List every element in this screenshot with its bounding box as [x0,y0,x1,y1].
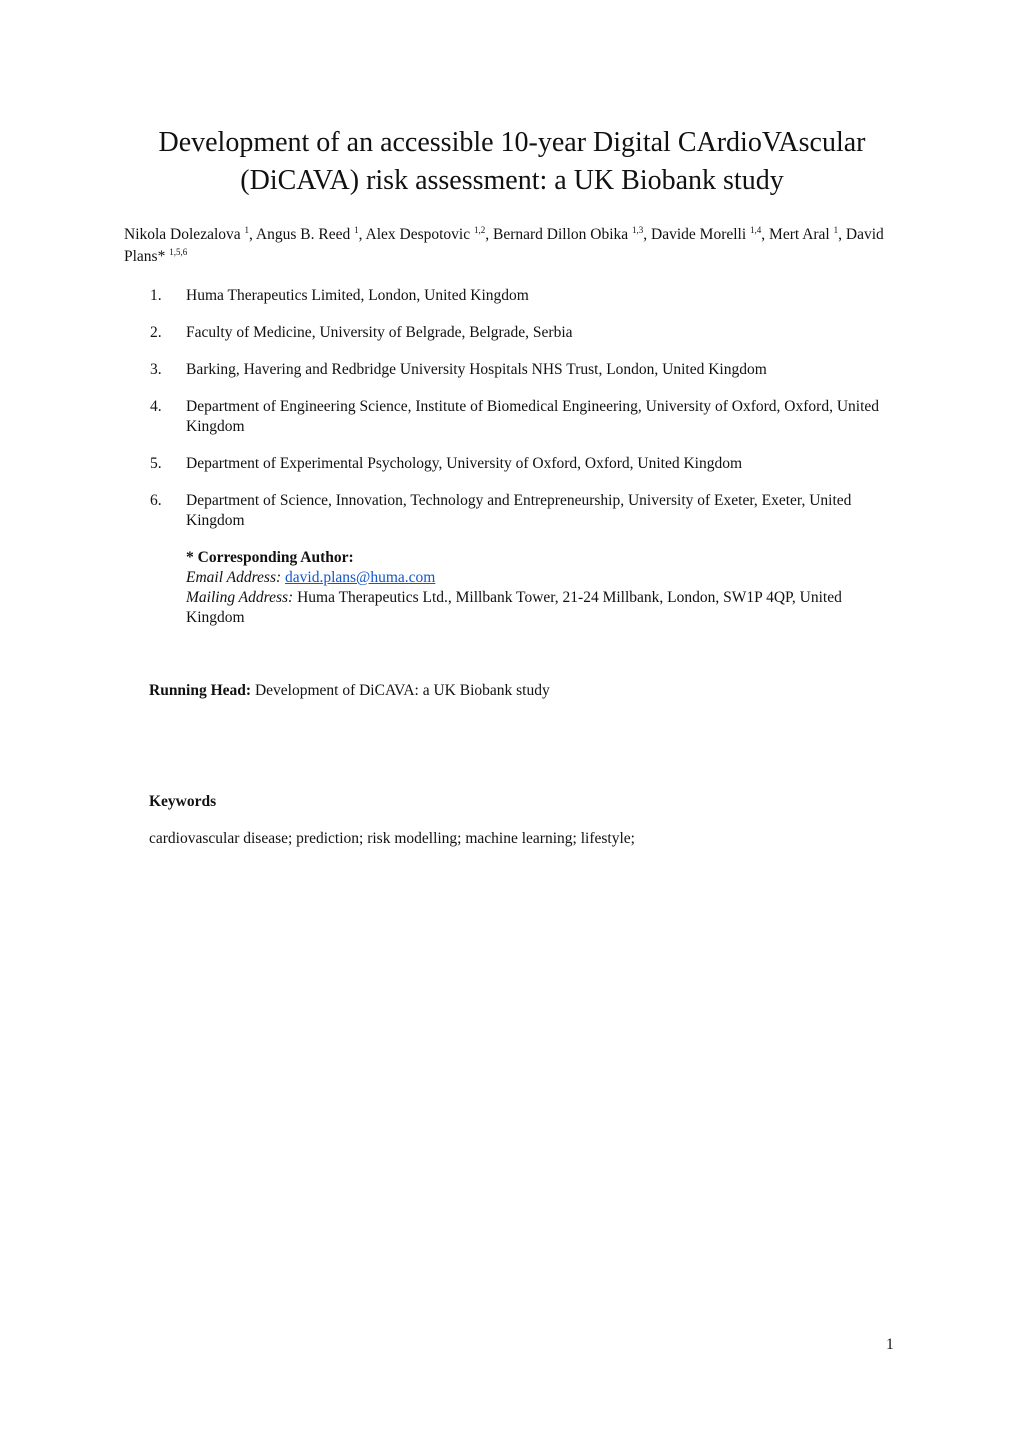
author-name: Bernard Dillon Obika [492,226,629,243]
author-list [124,224,884,268]
affiliation-item [150,323,890,343]
author-affiliation: 1,5,6 [169,247,188,257]
affiliation-text: Department of Science, Innovation, Technology and Entrepreneurship, University of Exeter, Exeter, United Kingdom [186,492,852,529]
affiliation-number: 3. [150,361,162,378]
email-label: Email Address: [186,569,282,586]
corresponding-author-block [186,548,886,628]
mailing-address-label: Mailing Address: [186,589,294,606]
email-line [186,568,886,588]
affiliation-item [150,491,890,531]
affiliation-item [150,397,890,437]
author-name: Nikola Dolezalova [124,226,241,243]
author-name: Angus B. Reed [255,226,351,243]
author-separator: , [358,226,366,243]
running-head-text: Development of DiCAVA: a UK Biobank study [254,682,550,699]
affiliation-list [150,286,890,548]
page-number: 1 [886,1336,894,1353]
affiliation-item [150,286,890,306]
author-name: Mert Aral [769,226,830,243]
affiliation-text: Barking, Havering and Redbridge University Hospitals NHS Trust, London, United Kingdom [186,361,767,378]
affiliation-text: Department of Engineering Science, Institute of Biomedical Engineering, University of Oxford, Oxford, United Kingdom [186,398,880,435]
mailing-address-line [186,588,886,628]
keywords-heading: Keywords [149,793,217,810]
author-affiliation: 1 [354,225,359,235]
mailing-address-text: Huma Therapeutics Ltd., Millbank Tower, 21-24 Millbank, London, SW1P 4QP, United Kingdom [186,589,842,626]
email-link[interactable]: david.plans@huma.com [285,569,436,586]
author-affiliation: 1,4 [750,225,762,235]
corresponding-author-heading: * Corresponding Author: [186,549,354,566]
author-affiliation: 1,3 [632,225,644,235]
affiliation-number: 1. [150,287,162,304]
affiliation-item [150,454,890,474]
title-line-1: Development of an accessible 10-year Digital CArdioVAscular [158,127,866,158]
title-line-2: (DiCAVA) risk assessment: a UK Biobank study [240,165,784,196]
author-name: Davide Morelli [651,226,747,243]
author-name: Alex Despotovic [365,226,471,243]
author-separator: , [485,226,493,243]
running-head-label: Running Head: [149,682,252,699]
affiliation-number: 4. [150,398,162,415]
paper-title [100,124,924,200]
affiliation-text: Huma Therapeutics Limited, London, United Kingdom [186,287,529,304]
author-affiliation: 1 [833,225,839,235]
author-affiliation: 1,2 [473,225,486,235]
affiliation-number: 2. [150,324,162,341]
author-separator: , [838,226,846,243]
author-separator: , [643,226,652,243]
author-affiliation: 1 [244,225,250,235]
affiliation-number: 5. [150,455,162,472]
author-separator: , [249,226,256,243]
keywords-text: cardiovascular disease; prediction; risk modelling; machine learning; lifestyle; [149,830,635,847]
affiliation-text: Faculty of Medicine, University of Belgrade, Belgrade, Serbia [186,324,573,341]
affiliation-text: Department of Experimental Psychology, University of Oxford, Oxford, United Kingdom [186,455,743,472]
affiliation-number: 6. [150,492,162,509]
author-name: David Plans* [124,226,884,265]
running-head [149,681,889,701]
affiliation-item [150,360,890,380]
author-separator: , [761,226,770,243]
